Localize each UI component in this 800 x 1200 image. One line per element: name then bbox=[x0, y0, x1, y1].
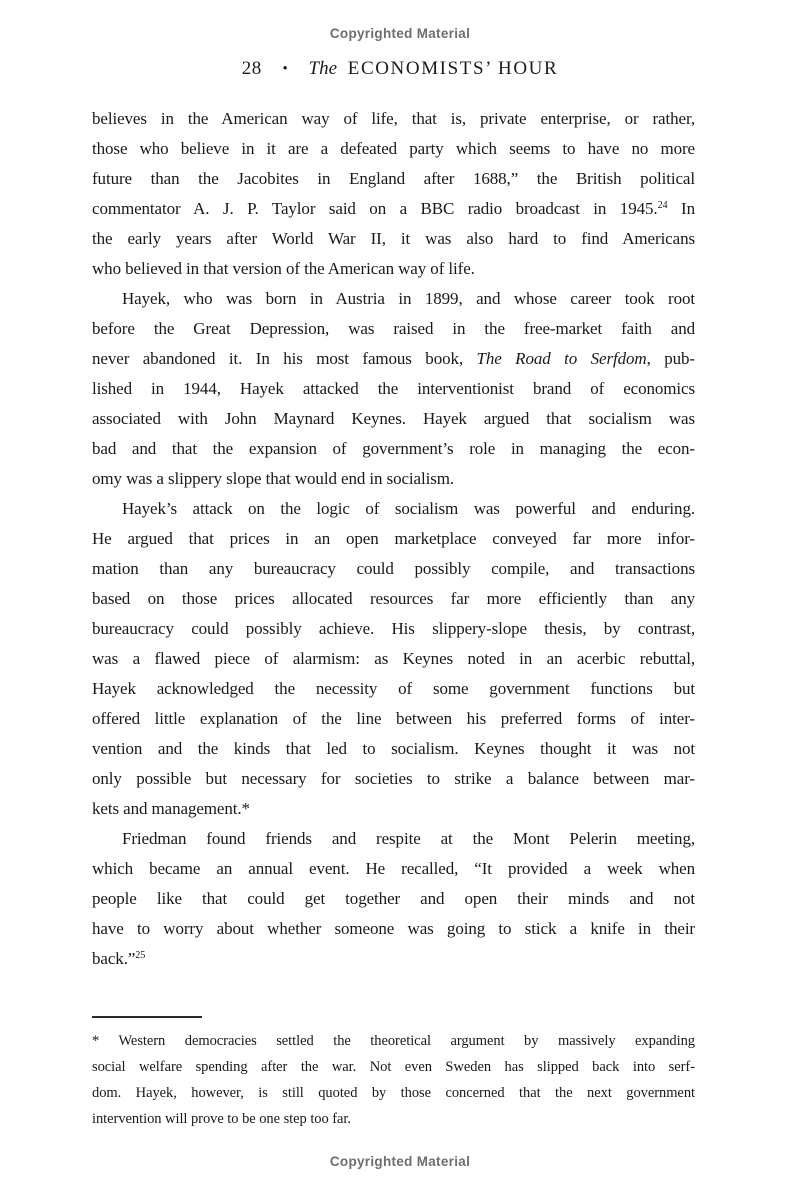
text-segment: lished in 1944, Hayek attacked the interventionist brand of economics bbox=[92, 379, 695, 398]
text-segment: the early years after World War II, it was also hard to find Americans bbox=[92, 229, 695, 248]
book-title-caps: ECONOMISTS’ HOUR bbox=[347, 58, 559, 79]
footnote-text bbox=[92, 1028, 695, 1132]
text-segment: bureaucracy could possibly achieve. His slippery-slope thesis, by contrast, bbox=[92, 619, 695, 638]
text-segment: , pub- bbox=[646, 349, 695, 368]
running-header bbox=[0, 58, 800, 80]
text-segment: offered little explanation of the line between his preferred forms of inter- bbox=[92, 709, 695, 728]
text-line bbox=[92, 854, 695, 884]
text-line bbox=[92, 584, 695, 614]
text-segment: only possible but necessary for societies to strike a balance between mar- bbox=[92, 769, 695, 788]
footnote-reference: 25 bbox=[135, 950, 146, 961]
text-line bbox=[92, 614, 695, 644]
text-line bbox=[92, 824, 695, 854]
text-segment: Hayek’s attack on the logic of socialism was powerful and enduring. bbox=[122, 499, 695, 518]
text-segment: kets and management.* bbox=[92, 799, 250, 818]
text-line bbox=[92, 734, 695, 764]
text-line bbox=[92, 104, 695, 134]
text-segment: Hayek, who was born in Austria in 1899, and whose career took root bbox=[122, 289, 695, 308]
footnote-reference: 24 bbox=[657, 200, 668, 211]
text-line bbox=[92, 764, 695, 794]
footnote-divider bbox=[92, 1016, 202, 1018]
text-segment: who believed in that version of the American way of life. bbox=[92, 259, 475, 278]
copyright-notice-top: Copyrighted Material bbox=[329, 26, 471, 41]
paragraph bbox=[92, 104, 695, 284]
text-segment: future than the Jacobites in England after 1688,” the British political bbox=[92, 169, 695, 188]
page-number: 28 bbox=[241, 58, 262, 79]
text-line bbox=[92, 404, 695, 434]
text-line bbox=[92, 944, 695, 974]
italic-text: The Road to Serfdom bbox=[476, 349, 647, 368]
text-segment: before the Great Depression, was raised in the free-market faith and bbox=[92, 319, 695, 338]
text-segment: dom. Hayek, however, is still quoted by those concerned that the next government bbox=[92, 1085, 695, 1101]
text-line bbox=[92, 464, 695, 494]
text-segment: omy was a slippery slope that would end in socialism. bbox=[92, 469, 455, 488]
text-segment: people like that could get together and open their minds and not bbox=[92, 889, 695, 908]
text-segment: back.” bbox=[92, 949, 136, 968]
book-title-the: The bbox=[308, 58, 337, 79]
text-segment: those who believe in it are a defeated party which seems to have no more bbox=[92, 139, 695, 158]
text-segment: based on those prices allocated resources far more efficiently than any bbox=[92, 589, 695, 608]
text-segment: have to worry about whether someone was going to stick a knife in their bbox=[92, 919, 695, 938]
text-line bbox=[92, 434, 695, 464]
text-segment: In bbox=[667, 199, 695, 218]
text-segment: never abandoned it. In his most famous book, bbox=[92, 349, 477, 368]
text-line bbox=[92, 1028, 695, 1054]
text-line bbox=[92, 794, 695, 824]
text-line bbox=[92, 374, 695, 404]
text-line bbox=[92, 134, 695, 164]
text-line bbox=[92, 1106, 695, 1132]
text-line bbox=[92, 494, 695, 524]
text-line bbox=[92, 254, 695, 284]
paragraph bbox=[92, 284, 695, 494]
body-paragraphs bbox=[92, 104, 695, 974]
text-line bbox=[92, 884, 695, 914]
text-line bbox=[92, 914, 695, 944]
text-line bbox=[92, 704, 695, 734]
text-segment: mation than any bureaucracy could possibly compile, and transactions bbox=[92, 559, 695, 578]
text-segment: intervention will prove to be one step too far. bbox=[92, 1111, 351, 1127]
text-line bbox=[92, 194, 695, 224]
text-line bbox=[92, 344, 695, 374]
text-line bbox=[92, 674, 695, 704]
text-segment: bad and that the expansion of government’s role in managing the econ- bbox=[92, 439, 695, 458]
text-segment: believes in the American way of life, that is, private enterprise, or rather, bbox=[92, 109, 695, 128]
text-segment: Hayek acknowledged the necessity of some government functions but bbox=[92, 679, 695, 698]
text-segment: associated with John Maynard Keynes. Hayek argued that socialism was bbox=[92, 409, 695, 428]
text-segment: vention and the kinds that led to socialism. Keynes thought it was not bbox=[92, 739, 695, 758]
text-line bbox=[92, 644, 695, 674]
text-line bbox=[92, 1080, 695, 1106]
text-segment: was a flawed piece of alarmism: as Keynes noted in an acerbic rebuttal, bbox=[92, 649, 695, 668]
text-line bbox=[92, 164, 695, 194]
text-segment: commentator A. J. P. Taylor said on a BBC radio broadcast in 1945. bbox=[92, 199, 658, 218]
text-line bbox=[92, 1054, 695, 1080]
copyright-notice-bottom: Copyrighted Material bbox=[329, 1154, 471, 1169]
paragraph bbox=[92, 494, 695, 824]
bullet-separator: • bbox=[282, 61, 288, 77]
text-line bbox=[92, 224, 695, 254]
text-line bbox=[92, 524, 695, 554]
text-segment: He argued that prices in an open marketplace conveyed far more infor- bbox=[92, 529, 695, 548]
text-line bbox=[92, 554, 695, 584]
text-segment: * Western democracies settled the theoretical argument by massively expanding bbox=[92, 1033, 695, 1049]
text-line bbox=[92, 284, 695, 314]
text-segment: social welfare spending after the war. Not even Sweden has slipped back into serf- bbox=[92, 1059, 695, 1075]
paragraph bbox=[92, 824, 695, 974]
text-segment: which became an annual event. He recalled, “It provided a week when bbox=[92, 859, 695, 878]
text-line bbox=[92, 314, 695, 344]
text-segment: Friedman found friends and respite at the Mont Pelerin meeting, bbox=[122, 829, 695, 848]
